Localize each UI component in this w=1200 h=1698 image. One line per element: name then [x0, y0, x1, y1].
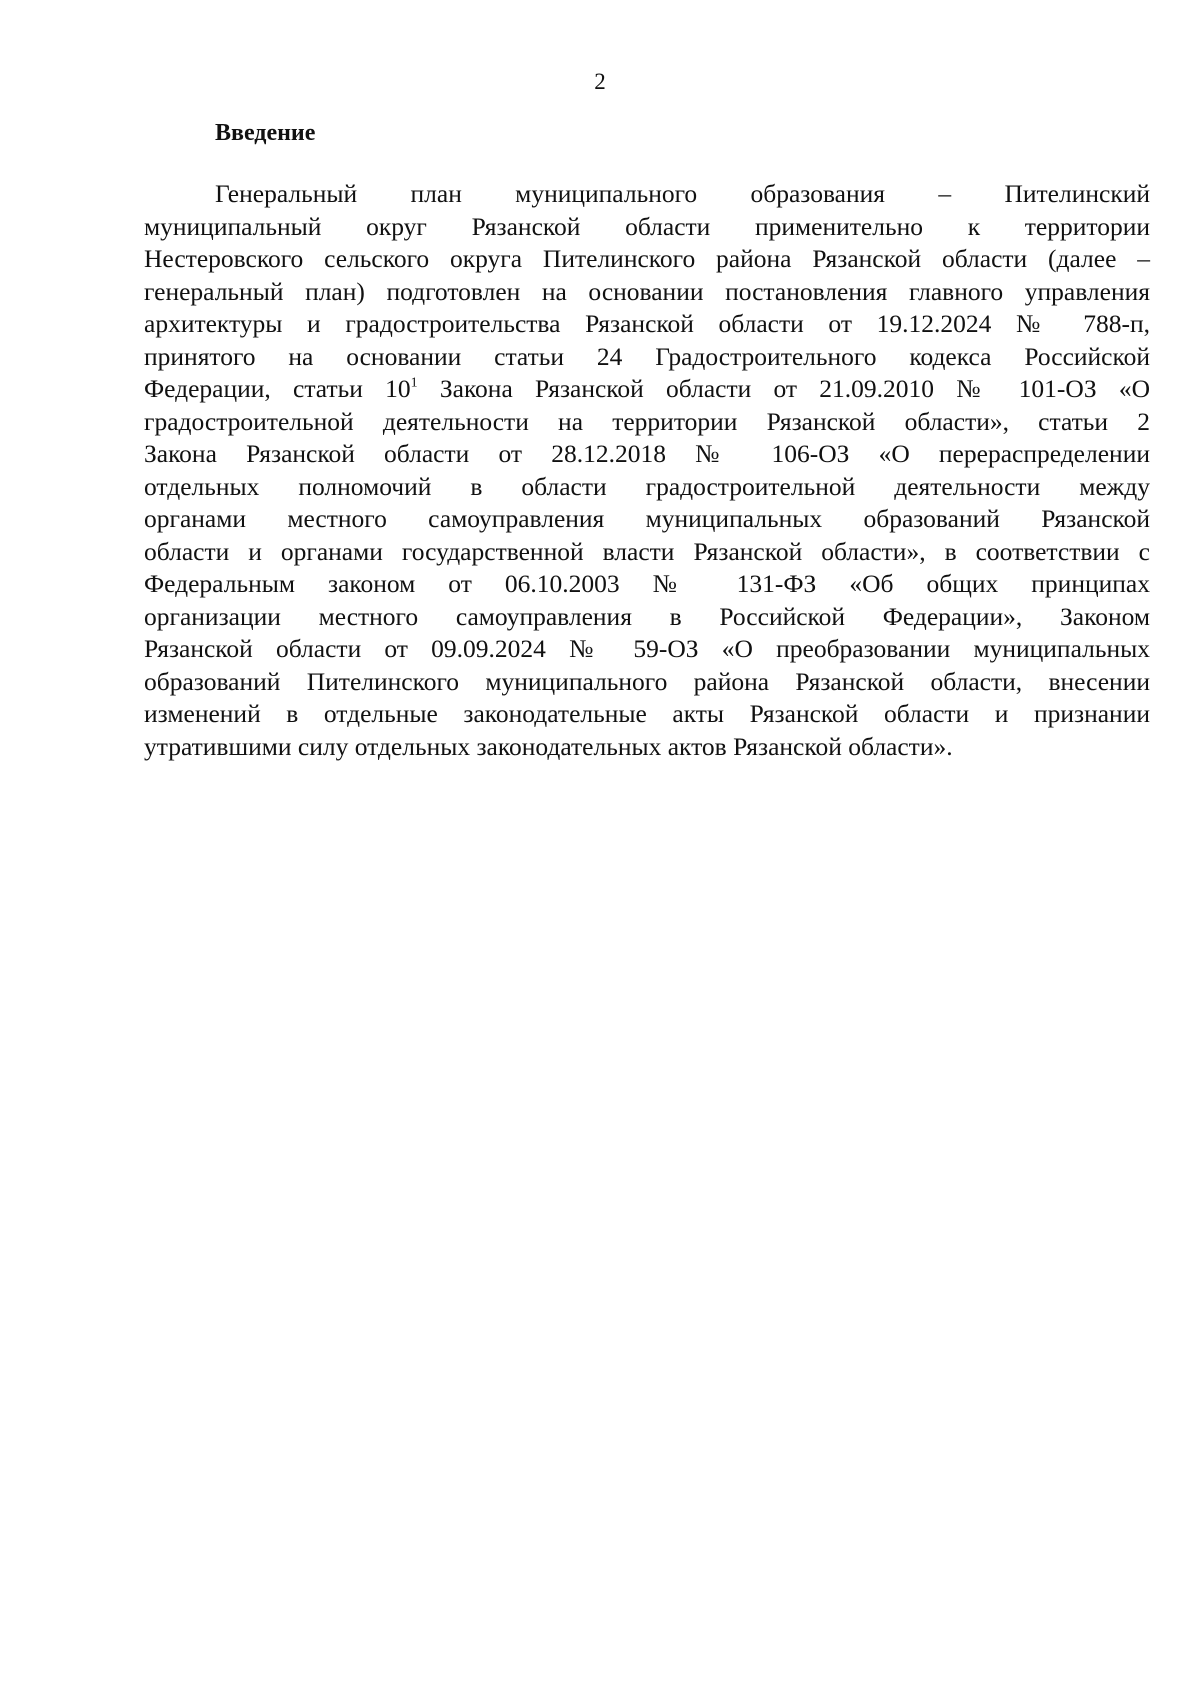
paragraph-line: образований Пителинского муниципального района Рязанской области, внесении: [144, 666, 1150, 696]
paragraph-line: архитектуры и градостроительства Рязанской области от 19.12.2024 № 788-п,: [144, 309, 1150, 338]
paragraph-line: утратившими силу отдельных законодательных актов Рязанской области».: [144, 731, 953, 761]
paragraph-line: Нестеровского сельского округа Пителинского района Рязанской области (далее –: [144, 244, 1150, 273]
paragraph-line: градостроительной деятельности на территории Рязанской области», статьи 2: [144, 406, 1150, 436]
paragraph-line: отдельных полномочий в области градостроительной деятельности между: [144, 471, 1150, 501]
paragraph-line: организации местного самоуправления в Российской Федерации», Законом: [144, 601, 1150, 631]
paragraph-line: органами местного самоуправления муниципальных образований Рязанской: [144, 504, 1150, 533]
paragraph-line: области и органами государственной власти Рязанской области», в соответствии с: [144, 536, 1150, 566]
paragraph-line: муниципальный округ Рязанской области применительно к территории: [144, 211, 1150, 241]
paragraph-line: [144, 373, 1150, 406]
paragraph-line: принятого на основании статьи 24 Градостроительного кодекса Российской: [144, 341, 1150, 371]
section-heading: Введение: [215, 120, 316, 146]
line-text-before-superscript: Федерации, статьи 10: [144, 374, 411, 403]
line-text-after-superscript: Закона Рязанской области от 21.09.2010 № 101-ОЗ «О: [417, 374, 1150, 403]
paragraph-line: изменений в отдельные законодательные акты Рязанской области и признании: [144, 699, 1150, 728]
paragraph-line: генеральный план) подготовлен на основании постановления главного управления: [144, 276, 1150, 306]
page-number: 2: [594, 69, 606, 94]
paragraph-line: Закона Рязанской области от 28.12.2018 № 106-ОЗ «О перераспределении: [144, 439, 1150, 468]
paragraph-line: Федеральным законом от 06.10.2003 № 131-ФЗ «Об общих принципах: [144, 569, 1150, 598]
superscript: 1: [410, 375, 418, 391]
body-paragraph: [144, 178, 1150, 763]
paragraph-line: Рязанской области от 09.09.2024 № 59-ОЗ «О преобразовании муниципальных: [144, 634, 1150, 663]
paragraph-line: Генеральный план муниципального образования – Пителинский: [215, 179, 1150, 208]
